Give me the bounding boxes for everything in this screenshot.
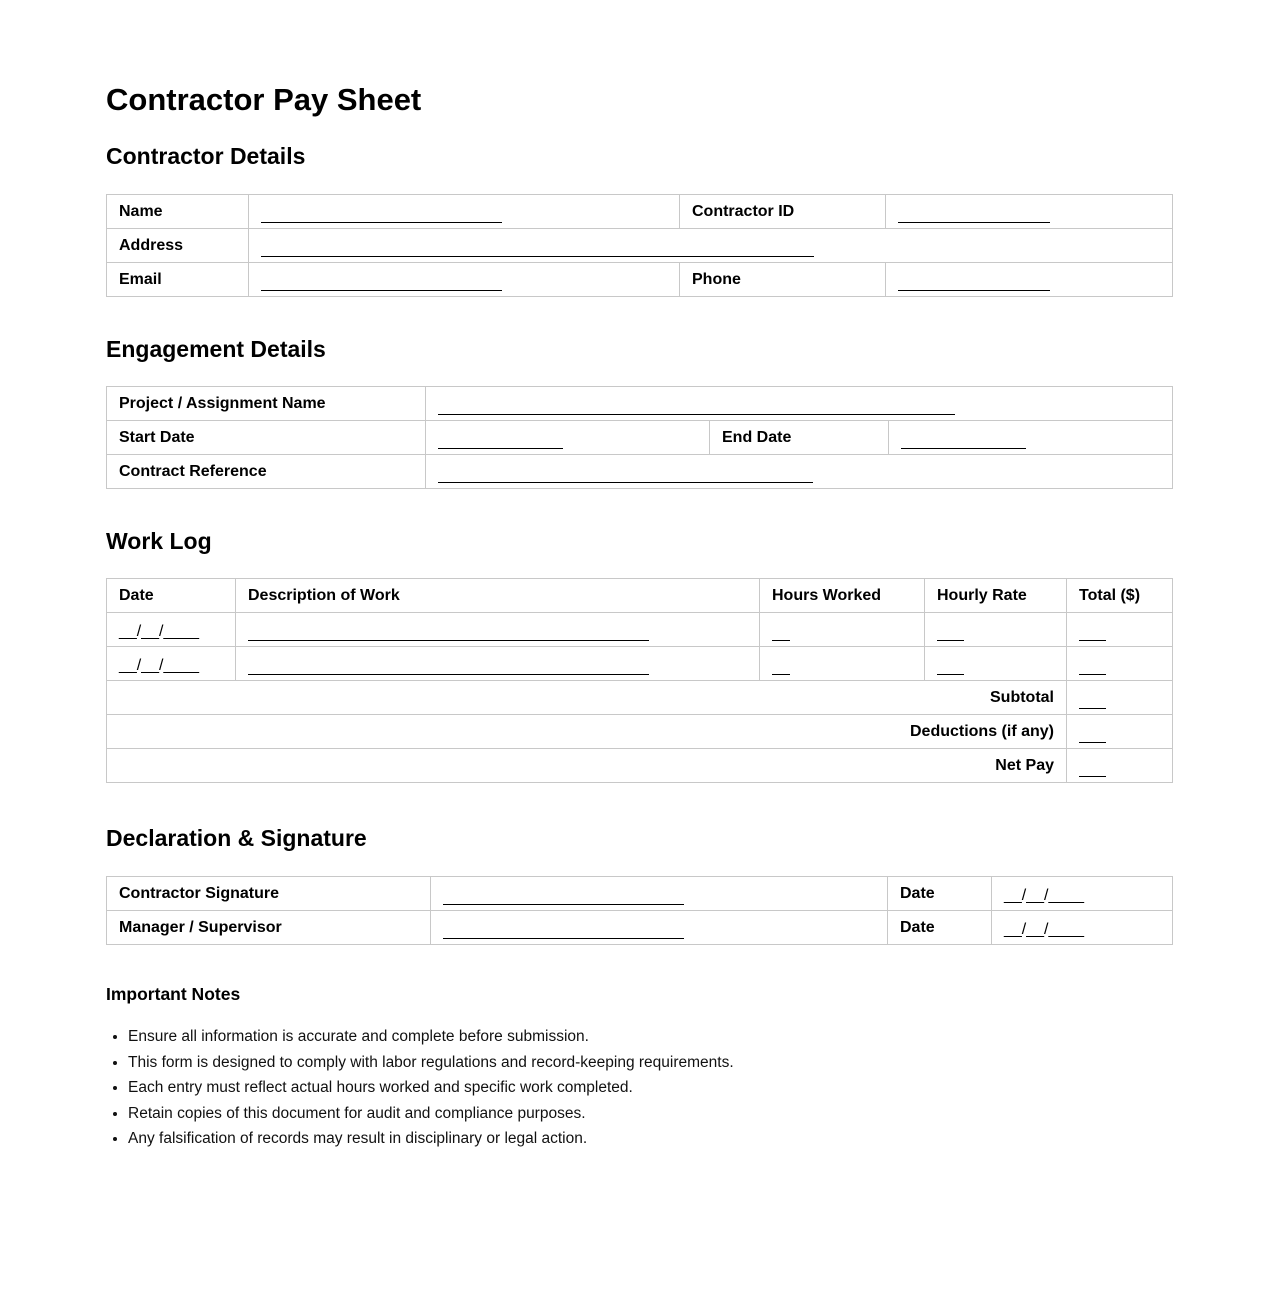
- end-date-field[interactable]: [889, 421, 1173, 455]
- list-item: • Any falsification of records may result in disciplinary or legal action.: [128, 1126, 734, 1152]
- manager-signature-field[interactable]: [431, 911, 888, 945]
- net-pay-row: [107, 749, 1173, 783]
- date-field[interactable]: [107, 647, 236, 681]
- contract-reference-field[interactable]: [426, 455, 1173, 489]
- work-log-heading: Work Log: [106, 528, 212, 554]
- contractor-details-table: [106, 194, 1173, 297]
- table-row: [107, 911, 1173, 945]
- total-field[interactable]: [1067, 647, 1173, 681]
- name-label: Name: [107, 195, 249, 229]
- column-header-description: Description of Work: [236, 579, 760, 613]
- hours-field[interactable]: [760, 647, 925, 681]
- start-date-field[interactable]: [426, 421, 710, 455]
- important-notes-heading: Important Notes: [106, 984, 241, 1004]
- start-date-label: Start Date: [107, 421, 426, 455]
- table-row: [107, 387, 1173, 421]
- contract-reference-label: Contract Reference: [107, 455, 426, 489]
- project-name-field[interactable]: [426, 387, 1173, 421]
- total-field[interactable]: [1067, 613, 1173, 647]
- subtotal-row: [107, 681, 1173, 715]
- table-row: [107, 877, 1173, 911]
- deductions-label: Deductions (if any): [107, 715, 1067, 749]
- column-header-date: Date: [107, 579, 236, 613]
- contractor-date-field[interactable]: [992, 877, 1173, 911]
- table-row: [107, 613, 1173, 647]
- rate-field[interactable]: [925, 647, 1067, 681]
- list-item: • Retain copies of this document for audit and compliance purposes.: [128, 1101, 734, 1127]
- manager-date-label: Date: [888, 911, 992, 945]
- table-row: [107, 263, 1173, 297]
- date-placeholder: __/__/____: [119, 622, 200, 640]
- description-field[interactable]: [236, 647, 760, 681]
- declaration-heading: Declaration & Signature: [106, 825, 367, 851]
- subtotal-field[interactable]: [1067, 681, 1173, 715]
- notes-list: [106, 1024, 734, 1152]
- email-field[interactable]: [249, 263, 680, 297]
- phone-label: Phone: [680, 263, 886, 297]
- engagement-details-heading: Engagement Details: [106, 336, 326, 362]
- end-date-label: End Date: [710, 421, 889, 455]
- phone-field[interactable]: [886, 263, 1173, 297]
- date-placeholder: __/__/____: [1004, 886, 1085, 904]
- column-header-rate: Hourly Rate: [925, 579, 1067, 613]
- contractor-details-heading: Contractor Details: [106, 143, 306, 169]
- contractor-id-field[interactable]: [886, 195, 1173, 229]
- list-item: • Each entry must reflect actual hours worked and specific work completed.: [128, 1075, 734, 1101]
- date-placeholder: __/__/____: [119, 656, 200, 674]
- manager-date-field[interactable]: [992, 911, 1173, 945]
- subtotal-label: Subtotal: [107, 681, 1067, 715]
- net-pay-label: Net Pay: [107, 749, 1067, 783]
- contractor-id-label: Contractor ID: [680, 195, 886, 229]
- rate-field[interactable]: [925, 613, 1067, 647]
- contractor-signature-field[interactable]: [431, 877, 888, 911]
- table-row: [107, 647, 1173, 681]
- column-header-hours: Hours Worked: [760, 579, 925, 613]
- description-field[interactable]: [236, 613, 760, 647]
- work-log-table: [106, 578, 1173, 783]
- project-name-label: Project / Assignment Name: [107, 387, 426, 421]
- list-item: • This form is designed to comply with labor regulations and record-keeping requirements.: [128, 1050, 734, 1076]
- name-field[interactable]: [249, 195, 680, 229]
- date-placeholder: __/__/____: [1004, 920, 1085, 938]
- table-row: [107, 455, 1173, 489]
- deductions-field[interactable]: [1067, 715, 1173, 749]
- list-item: • Ensure all information is accurate and complete before submission.: [128, 1024, 734, 1050]
- address-field[interactable]: [249, 229, 1173, 263]
- engagement-details-table: [106, 386, 1173, 489]
- net-pay-field[interactable]: [1067, 749, 1173, 783]
- column-header-total: Total ($): [1067, 579, 1173, 613]
- table-header-row: [107, 579, 1173, 613]
- table-row: [107, 421, 1173, 455]
- deductions-row: [107, 715, 1173, 749]
- manager-label: Manager / Supervisor: [107, 911, 431, 945]
- hours-field[interactable]: [760, 613, 925, 647]
- date-field[interactable]: [107, 613, 236, 647]
- table-row: [107, 229, 1173, 263]
- declaration-table: [106, 876, 1173, 945]
- page-title: Contractor Pay Sheet: [106, 82, 422, 117]
- email-label: Email: [107, 263, 249, 297]
- contractor-date-label: Date: [888, 877, 992, 911]
- address-label: Address: [107, 229, 249, 263]
- table-row: [107, 195, 1173, 229]
- contractor-signature-label: Contractor Signature: [107, 877, 431, 911]
